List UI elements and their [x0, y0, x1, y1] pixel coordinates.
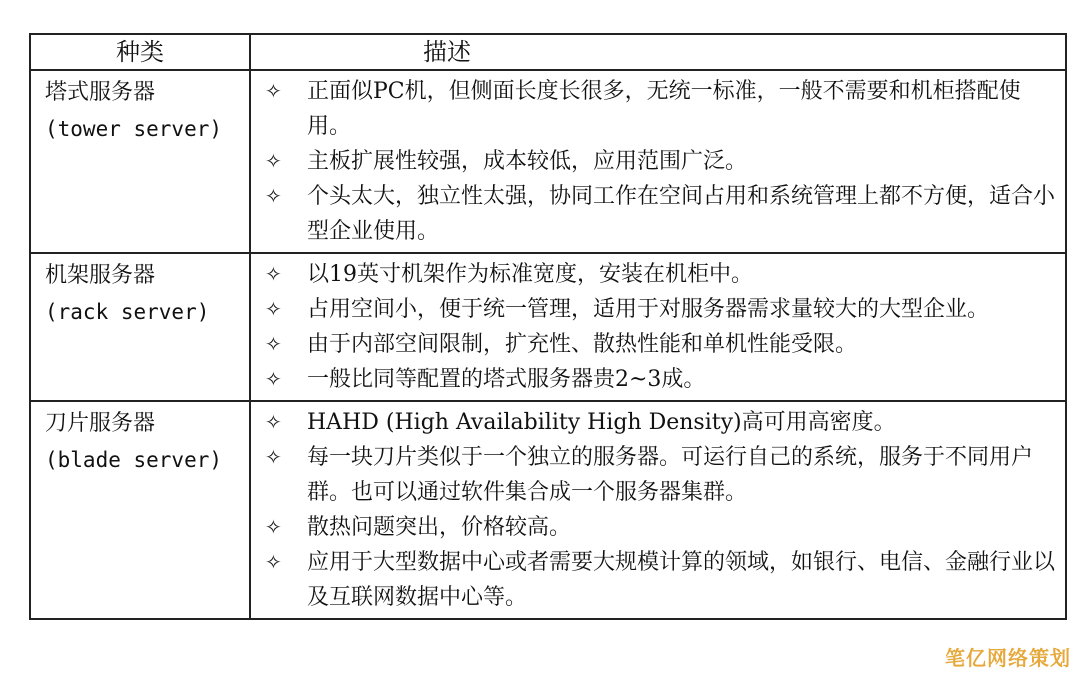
server-type-cell: [30, 401, 250, 619]
description-bullet: [265, 292, 1055, 327]
server-type-cell: [30, 253, 250, 401]
bullet-text: 散热问题突出，价格较高。: [307, 515, 572, 540]
diamond-star-icon: ✧: [265, 332, 282, 356]
description-bullet: [265, 179, 1055, 249]
bullet-text: 正面似PC机，但侧面长度长很多，无统一标准，一般不需要和机柜搭配使用。: [307, 79, 1021, 139]
diamond-star-icon: ✧: [265, 149, 282, 173]
header-description: 描述: [250, 34, 1066, 70]
bullet-text: 应用于大型数据中心或者需要大规模计算的领域，如银行、电信、金融行业以及互联网数据中心等。: [307, 550, 1056, 610]
bullet-text: 由于内部空间限制，扩充性、散热性能和单机性能受限。: [307, 332, 858, 357]
description-bullet: [265, 327, 1055, 362]
server-types-table: [29, 33, 1067, 620]
server-type-cell: [30, 70, 250, 253]
bullet-text: 个头太大，独立性太强，协同工作在空间占用和系统管理上都不方便，适合小型企业使用。: [307, 184, 1056, 244]
bullet-text: 以19英寸机架作为标准宽度，安装在机柜中。: [307, 262, 753, 287]
diamond-star-icon: ✧: [265, 184, 282, 208]
server-type-english: (tower server): [45, 117, 223, 141]
description-bullet: [265, 257, 1055, 292]
watermark-logo: 笔亿网络策划: [945, 646, 1071, 670]
bullet-text: HAHD (High Availability High Density)高可用高密度。: [307, 410, 896, 435]
bullet-text: 占用空间小，便于统一管理，适用于对服务器需求量较大的大型企业。: [307, 297, 990, 322]
header-type: 种类: [30, 34, 250, 70]
server-type-name: 刀片服务器: [45, 411, 156, 436]
description-cell: [250, 401, 1066, 619]
table-row: [30, 253, 1066, 401]
description-bullet: [265, 440, 1055, 510]
description-bullet: [265, 74, 1055, 144]
diamond-star-icon: ✧: [265, 367, 282, 391]
bullet-text: 一般比同等配置的塔式服务器贵2~3成。: [307, 367, 706, 392]
diamond-star-icon: ✧: [265, 410, 282, 434]
description-bullet: [265, 362, 1055, 397]
bullet-text: 主板扩展性较强，成本较低，应用范围广泛。: [307, 149, 748, 174]
description-bullet: [265, 144, 1055, 179]
description-bullet: [265, 545, 1055, 615]
diamond-star-icon: ✧: [265, 515, 282, 539]
server-type-name: 塔式服务器: [45, 80, 156, 105]
table-row: [30, 401, 1066, 619]
server-type-english: (rack server): [45, 300, 210, 324]
bullet-text: 每一块刀片类似于一个独立的服务器。可运行自己的系统，服务于不同用户群。也可以通过软件集合成一个服务器集群。: [307, 445, 1034, 505]
description-cell: [250, 70, 1066, 253]
diamond-star-icon: ✧: [265, 79, 282, 103]
description-bullet: [265, 405, 1055, 440]
diamond-star-icon: ✧: [265, 297, 282, 321]
server-type-name: 机架服务器: [45, 263, 156, 288]
diamond-star-icon: ✧: [265, 262, 282, 286]
description-cell: [250, 253, 1066, 401]
server-type-english: (blade server): [45, 448, 223, 472]
table-row: [30, 70, 1066, 253]
description-bullet: [265, 510, 1055, 545]
diamond-star-icon: ✧: [265, 445, 282, 469]
header-row: [30, 34, 1066, 70]
diamond-star-icon: ✧: [265, 550, 282, 574]
